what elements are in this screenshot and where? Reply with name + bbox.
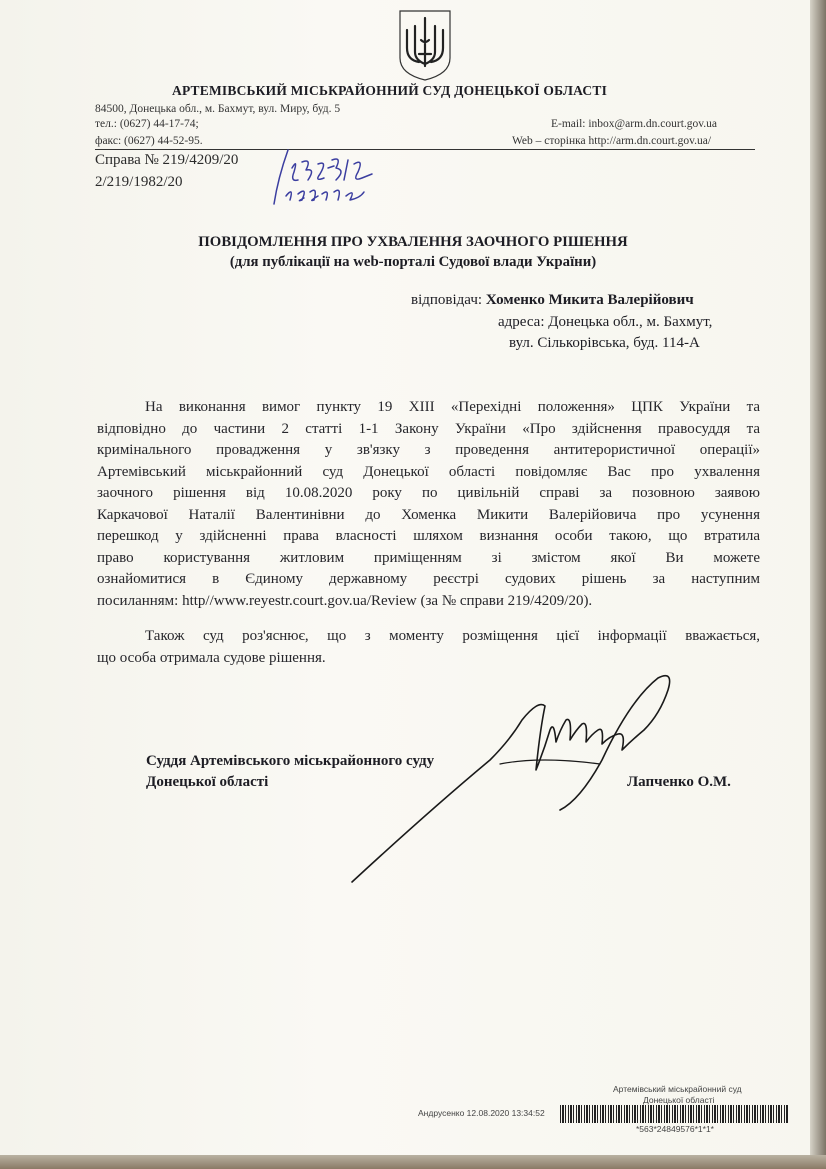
- paragraph-line: що особа отримала судове рішення.: [97, 649, 326, 666]
- paragraph-line: Артемівський міськрайонний суд Донецької області повідомляє Вас про ухвалення: [97, 463, 760, 480]
- court-phone: тел.: (0627) 44-17-74;: [95, 118, 199, 130]
- proceeding-number: 2/219/1982/20: [95, 174, 183, 190]
- court-fax: факс: (0627) 44-52-95.: [95, 135, 203, 147]
- coat-of-arms-icon: [397, 8, 453, 82]
- stamp-court-line1: Артемівський міськрайонний суд: [613, 1084, 742, 1094]
- paragraph-line: перешкод у здійсненні права власності шляхом визнання особи такою, що втратила: [97, 528, 760, 544]
- respondent-name: Хоменко Микита Валерійович: [485, 292, 694, 308]
- judge-name: Лапченко О.М.: [627, 774, 731, 790]
- respondent-line: [411, 292, 694, 309]
- notice-subtitle: (для публікації на web-порталі Судової влади України): [229, 254, 597, 270]
- paragraph-line: кримінального провадження у зв'язку з проведення антитерористичної операції»: [97, 442, 760, 458]
- handwritten-registration-mark: [268, 138, 388, 210]
- barcode-number: *563*24849576*1*1*: [636, 1124, 714, 1134]
- respondent-address-line2: вул. Сількорівська, буд. 114-А: [509, 335, 700, 351]
- respondent-label: відповідач:: [411, 292, 483, 308]
- notice-title: ПОВІДОМЛЕННЯ ПРО УХВАЛЕННЯ ЗАОЧНОГО РІШЕННЯ: [198, 234, 628, 250]
- page-bottom-edge: [0, 1155, 826, 1169]
- paragraph-line: відповідно до частини 2 статті 1-1 Закону України «Про здійснення правосуддя та: [97, 420, 760, 437]
- stamp-clerk-time: Андрусенко 12.08.2020 13:34:52: [418, 1108, 545, 1118]
- paragraph-line: Також суд роз'яснює, що з моменту розміщення цієї інформації вважається,: [145, 628, 760, 644]
- court-title: АРТЕМІВСЬКИЙ МІСЬКРАЙОННИЙ СУД ДОНЕЦЬКОЇ ОБЛАСТІ: [172, 83, 608, 98]
- page-edge-shadow: [810, 0, 826, 1169]
- paragraph-line: ознайомитися в Єдиному державному реєстрі судових рішень за наступним: [97, 571, 760, 587]
- court-website: Web – сторінка http://arm.dn.court.gov.ua/: [512, 135, 712, 147]
- judge-signature: [340, 660, 720, 890]
- court-email: E-mail: inbox@arm.dn.court.gov.ua: [551, 118, 718, 130]
- stamp-court-line2: Донецької області: [643, 1095, 715, 1105]
- paragraph-line: право користування житловим приміщенням зі змістом якої Ви можете: [97, 549, 760, 566]
- court-address: 84500, Донецька обл., м. Бахмут, вул. Миру, буд. 5: [95, 103, 341, 115]
- paragraph-line: заочного рішення від 10.08.2020 року по цивільній справі за позовною заявою: [97, 485, 760, 501]
- paragraph-line: На виконання вимог пункту 19 XIII «Перехідні положення» ЦПК України та: [145, 399, 760, 415]
- header-divider: [95, 149, 755, 150]
- respondent-address-line1: адреса: Донецька обл., м. Бахмут,: [498, 314, 713, 330]
- paragraph-line: посиланням: http//www.reyestr.court.gov.ua/Review (за № справи 219/4209/20).: [97, 592, 593, 609]
- document-barcode: [560, 1105, 788, 1123]
- case-number: Справа № 219/4209/20: [95, 152, 239, 168]
- paragraph-line: Каркачової Наталії Валентинівни до Хоменка Микити Валерійовича про усунення: [97, 506, 760, 523]
- notice-paragraph-1: [97, 397, 760, 612]
- judge-position-line2: Донецької області: [146, 774, 269, 790]
- judge-position-line1: Суддя Артемівського міськрайонного суду: [146, 753, 435, 769]
